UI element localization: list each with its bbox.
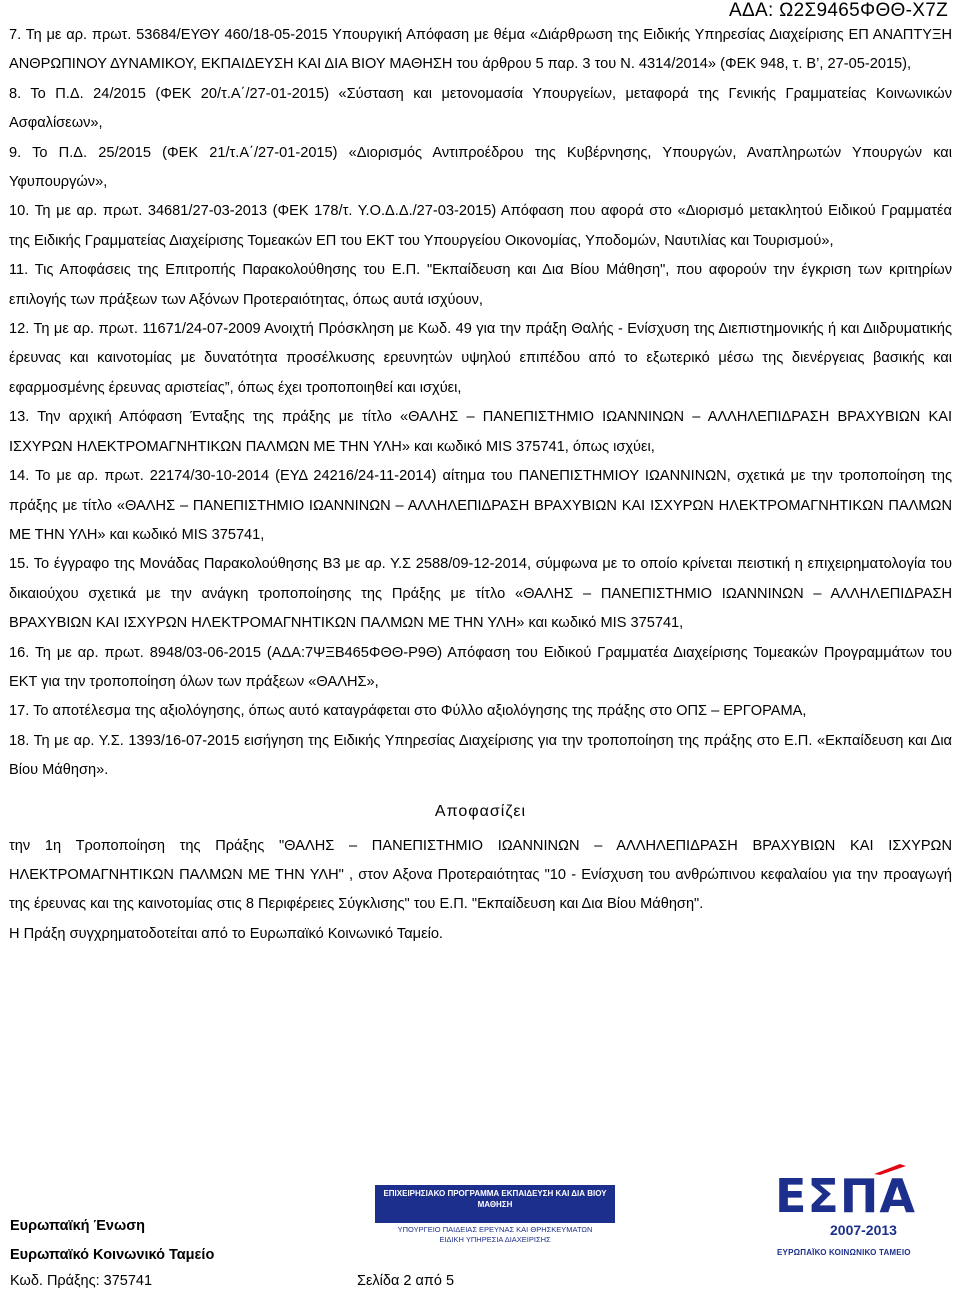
footer-eu: Ευρωπαϊκή Ένωση: [10, 1218, 145, 1234]
paragraph-18: 18. Τη με αρ. Υ.Σ. 1393/16-07-2015 εισήγηση της Ειδικής Υπηρεσίας Διαχείρισης για την τροποποίηση της πράξης στο Ε.Π. «Εκπαίδευση και Δια Βίου Μάθηση».: [9, 732, 952, 779]
paragraph-16: 16. Τη με αρ. πρωτ. 8948/03-06-2015 (ΑΔΑ:7ΨΞΒ465ΦΘΘ-Ρ9Θ) Απόφαση του Ειδικού Γραμματέα Διαχείρισης Τομεακών Προγραμμάτων του ΕΚΤ για την τροποποίηση όλων των πράξεων «ΘΑΛΗΣ»,: [9, 644, 952, 690]
cofunding-text: Η Πράξη συγχρηματοδοτείται από το Ευρωπαϊκό Κοινωνικό Ταμείο.: [9, 925, 443, 942]
paragraph-12: 12. Τη με αρ. πρωτ. 11671/24-07-2009 Ανοιχτή Πρόσκληση με Κωδ. 49 για την πράξη Θαλής - Ενίσχυση της Διεπιστημονικής ή και Διιδρυματικής έρευνας και καινοτομίας με δυνατότητα προσέλκυσης ερευνητών υψηλού επιπέδου από το εξωτερικό μέσω της διενέργειας βασικής και εφαρμοσμένης έρευνας αριστείας”, όπως έχει τροποποιηθεί και ισχύει,: [9, 321, 952, 396]
espa-fund-name: ΕΥΡΩΠΑΪΚΟ ΚΟΙΝΩΝΙΚΟ ΤΑΜΕΙΟ: [777, 1248, 911, 1257]
espa-wordmark: ΕΣΠΑ: [775, 1169, 916, 1223]
decision-block: [9, 832, 952, 950]
paragraph-13: 13. Την αρχική Απόφαση Ένταξης της πράξης με τίτλο «ΘΑΛΗΣ – ΠΑΝΕΠΙΣΤΗΜΙΟ ΙΩΑΝΝΙΝΩΝ – ΑΛΛΗΛΕΠΙΔΡΑΣΗ ΒΡΑΧΥΒΙΩΝ ΚΑΙ ΙΣΧΥΡΩΝ ΗΛΕΚΤΡΟΜΑΓΝΗΤΙΚΩΝ ΠΑΛΜΩΝ ΜΕ ΤΗΝ ΥΛΗ» και κωδικό MIS 375741, όπως ισχύει,: [9, 409, 952, 455]
education-programme-title: ΕΠΙΧΕΙΡΗΣΙΑΚΟ ΠΡΟΓΡΑΜΜΑ ΕΚΠΑΙΔΕΥΣΗ ΚΑΙ ΔΙΑ ΒΙΟΥ ΜΑΘΗΣΗ: [383, 1189, 607, 1209]
education-programme-banner: [375, 1185, 615, 1223]
paragraph-11: 11. Τις Αποφάσεις της Επιτροπής Παρακολούθησης του Ε.Π. "Εκπαίδευση και Δια Βίου Μάθηση", που αφορούν την έγκριση των κριτηρίων επιλογής των πράξεων των Αξόνων Προτεραιότητας, όπως αυτά ισχύουν,: [9, 262, 952, 308]
ada-code: ΑΔΑ: Ω2Σ9465ΦΘΘ-Χ7Ζ: [729, 0, 948, 21]
decision-text: την 1η Τροποποίηση της Πράξης "ΘΑΛΗΣ – ΠΑΝΕΠΙΣΤΗΜΙΟ ΙΩΑΝΝΙΝΩΝ – ΑΛΛΗΛΕΠΙΔΡΑΣΗ ΒΡΑΧΥΒΙΩΝ ΚΑΙ ΙΣΧΥΡΩΝ ΗΛΕΚΤΡΟΜΑΓΝΗΤΙΚΩΝ ΠΑΛΜΩΝ ΜΕ ΤΗΝ ΥΛΗ" , στον Αξονα Προτεραιότητας "10 - Ενίσχυση του ανθρώπινου κεφαλαίου για την προαγωγή της έρευνας και της καινοτομίας στις 8 Περιφέρειες Σύγκλισης" του Ε.Π. "Εκπαίδευση και Δια Βίου Μάθηση".: [9, 837, 952, 913]
paragraph-10: 10. Τη με αρ. πρωτ. 34681/27-03-2013 (ΦΕΚ 178/τ. Υ.Ο.Δ.Δ./27-03-2015) Απόφαση που αφορά στο «Διορισμό μετακλητού Ειδικού Γραμματέα της Ειδικής Γραμματείας Διαχείρισης Τομεακών ΕΠ του ΕΚΤ του Υπουργείου Οικονομίας, Υποδομών, Ναυτιλίας και Τουρισμού»,: [9, 203, 952, 249]
paragraph-15: 15. Το έγγραφο της Μονάδας Παρακολούθησης Β3 με αρ. Υ.Σ 2588/09-12-2014, σύμφωνα με το οποίο κρίνεται πειστική η επιχειρηματολογία του δικαιούχου σχετικά με την ανάγκη τροποποίησης της Πράξης με τίτλο «ΘΑΛΗΣ – ΠΑΝΕΠΙΣΤΗΜΙΟ ΙΩΑΝΝΙΝΩΝ – ΑΛΛΗΛΕΠΙΔΡΑΣΗ ΒΡΑΧΥΒΙΩΝ ΚΑΙ ΙΣΧΥΡΩΝ ΗΛΕΚΤΡΟΜΑΓΝΗΤΙΚΩΝ ΠΑΛΜΩΝ ΜΕ ΤΗΝ ΥΛΗ» και κωδικό MIS 375741,: [9, 556, 952, 632]
footer-page-number: Σελίδα 2 από 5: [357, 1273, 455, 1289]
education-ministry-name: ΥΠΟΥΡΓΕΙΟ ΠΑΙΔΕΙΑΣ ΕΡΕΥΝΑΣ ΚΑΙ ΘΡΗΣΚΕΥΜΑΤΩΝ: [397, 1225, 593, 1234]
paragraph-14: 14. Το με αρ. πρωτ. 22174/30-10-2014 (ΕΥΔ 24216/24-11-2014) αίτημα του ΠΑΝΕΠΙΣΤΗΜΙΟΥ ΙΩΑΝΝΙΝΩΝ, σχετικά με την τροποποίηση της πράξης με τίτλο «ΘΑΛΗΣ – ΠΑΝΕΠΙΣΤΗΜΙΟ ΙΩΑΝΝΙΝΩΝ – ΑΛΛΗΛΕΠΙΔΡΑΣΗ ΒΡΑΧΥΒΙΩΝ ΚΑΙ ΙΣΧΥΡΩΝ ΗΛΕΚΤΡΟΜΑΓΝΗΤΙΚΩΝ ΠΑΛΜΩΝ ΜΕ ΤΗΝ ΥΛΗ» και κωδικό MIS 375741,: [9, 468, 952, 543]
paragraph-17: 17. Το αποτέλεσμα της αξιολόγησης, όπως αυτό καταγράφεται στο Φύλλο αξιολόγησης της πράξης στο ΟΠΣ – ΕΡΓΟΡΑΜΑ,: [9, 703, 807, 720]
footer-project-code: Κωδ. Πράξης: 375741: [10, 1273, 153, 1289]
espa-logo: [775, 1162, 945, 1267]
education-programme-logo: [375, 1185, 615, 1265]
footer-funding: [10, 1212, 214, 1270]
footer-esf: Ευρωπαϊκό Κοινωνικό Ταμείο: [10, 1247, 215, 1263]
paragraph-7: 7. Τη με αρ. πρωτ. 53684/ΕΥΘΥ 460/18-05-2015 Υπουργική Απόφαση με θέμα «Διάρθρωση της Ειδικής Υπηρεσίας Διαχείρισης ΕΠ ΑΝΑΠΤΥΞΗ ΑΝΘΡΩΠΙΝΟΥ ΔΥΝΑΜΙΚΟΥ, ΕΚΠΑΙΔΕΥΣΗ ΚΑΙ ΔΙΑ ΒΙΟΥ ΜΑΘΗΣΗ του άρθρου 5 παρ. 3 του Ν. 4314/2014» (ΦΕΚ 948, τ. Β’, 27-05-2015),: [9, 27, 952, 73]
decision-heading: Αποφασίζει: [434, 802, 527, 820]
paragraph-9: 9. Το Π.Δ. 25/2015 (ΦΕΚ 21/τ.Α΄/27-01-2015) «Διορισμός Αντιπροέδρου της Κυβέρνησης, Υπουργών, Αναπληρωτών Υπουργών και Υφυπουργών»,: [9, 144, 952, 191]
espa-years: 2007-2013: [830, 1222, 897, 1238]
paragraph-8: 8. Το Π.Δ. 24/2015 (ΦΕΚ 20/τ.Α΄/27-01-2015) «Σύσταση και μετονομασία Υπουργείων, μεταφορά της Γενικής Γραμματείας Κοινωνικών Ασφαλίσεων»,: [9, 85, 952, 132]
education-secretariat-name: ΕΙΔΙΚΗ ΥΠΗΡΕΣΙΑ ΔΙΑΧΕΙΡΙΣΗΣ: [439, 1235, 551, 1244]
document-body: [9, 21, 952, 949]
education-programme-subtitle: [375, 1225, 615, 1245]
